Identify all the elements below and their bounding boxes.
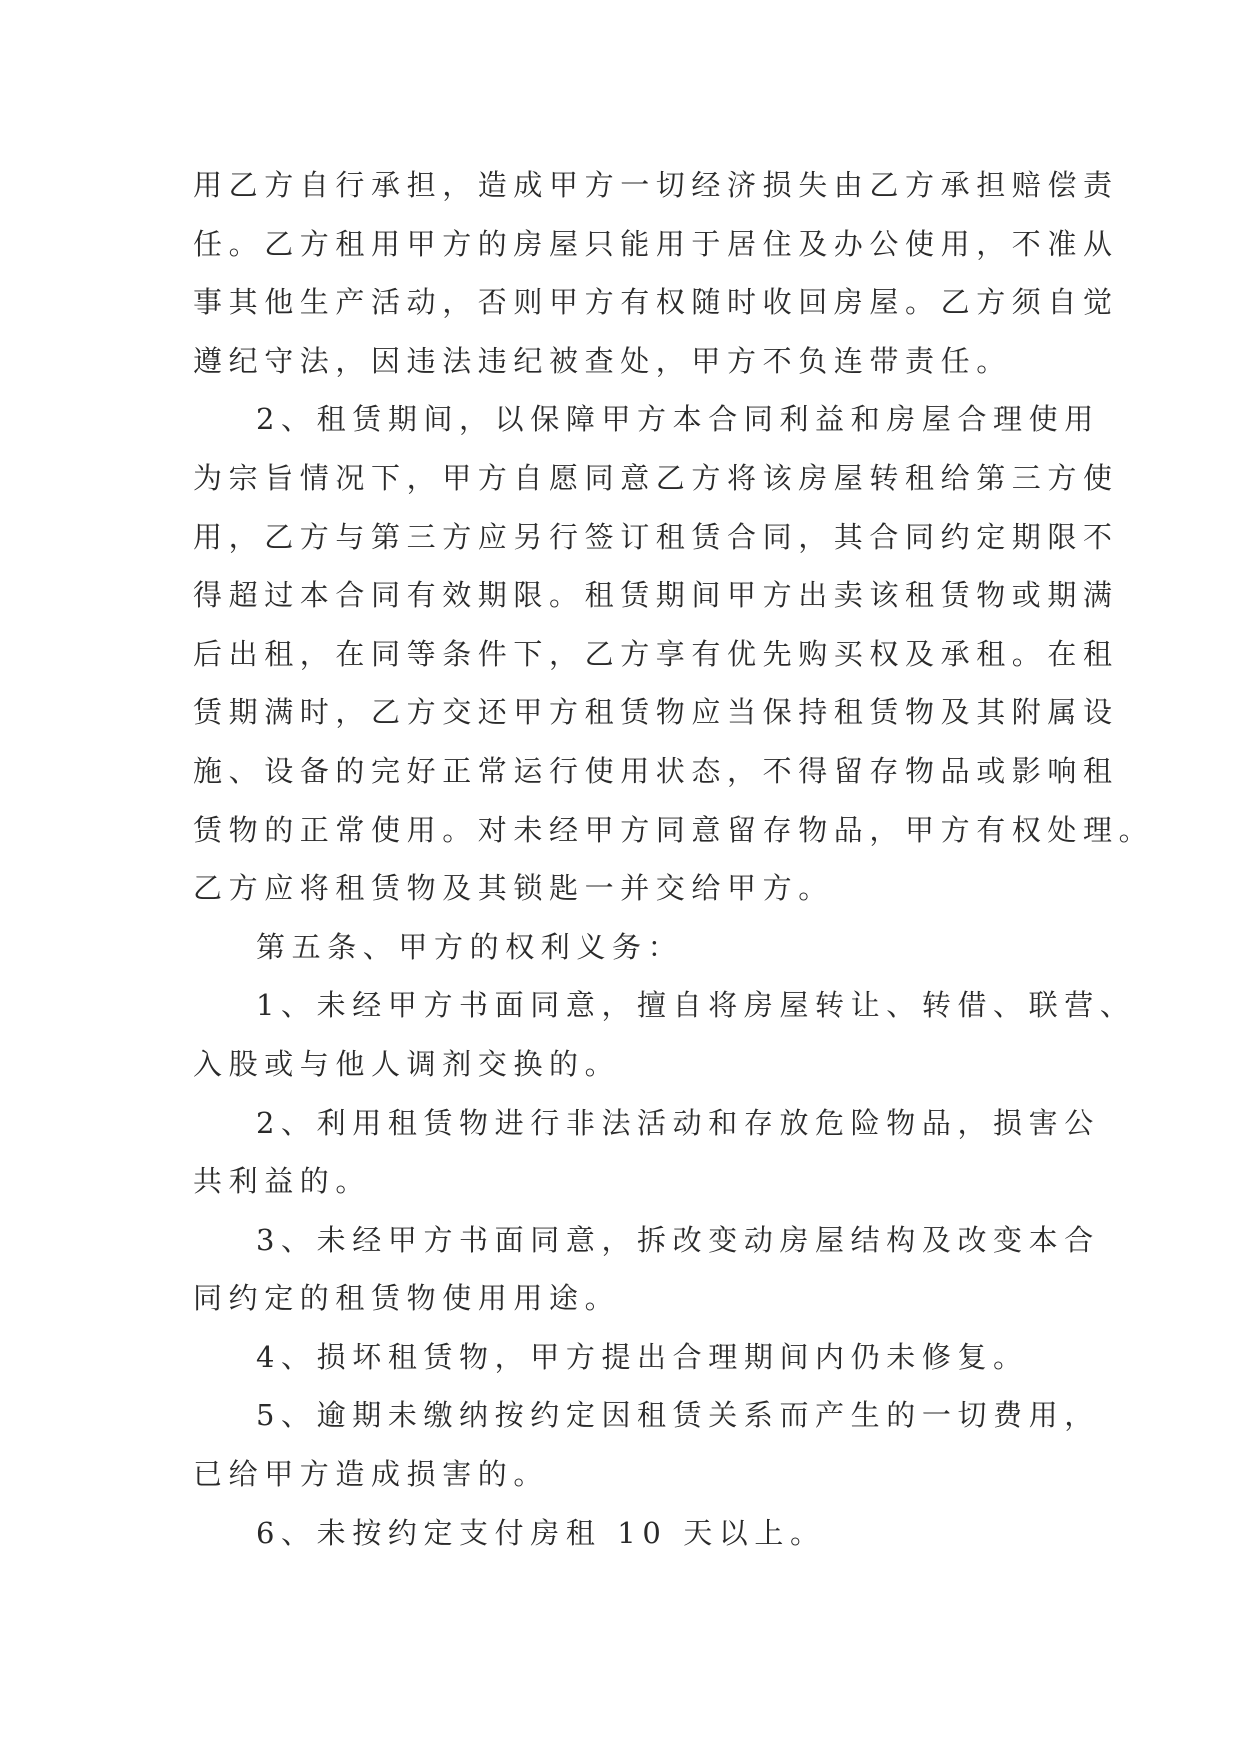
text-line: 2、利用租赁物进行非法活动和存放危险物品，损害公 (256, 1105, 1100, 1140)
paragraph-item-4 (193, 1328, 1073, 1387)
text-line: 3、未经甲方书面同意，拆改变动房屋结构及改变本合 (256, 1222, 1100, 1257)
text-line: 乙方应将租赁物及其锁匙一并交给甲方。 (193, 871, 834, 906)
paragraph-item-2 (193, 1094, 1100, 1211)
paragraph-continuation (193, 156, 1119, 390)
text-line: 任。乙方租用甲方的房屋只能用于居住及办公使用，不准从 (193, 226, 1119, 261)
paragraph-item-5 (193, 1386, 1100, 1503)
text-line: 已给甲方造成损害的。 (193, 1457, 550, 1492)
text-line: 事其他生产活动，否则甲方有权随时收回房屋。乙方须自觉 (193, 285, 1119, 320)
text-line: 4、损坏租赁物，甲方提出合理期间内仍未修复。 (256, 1339, 1029, 1374)
text-line: 得超过本合同有效期限。租赁期间甲方出卖该租赁物或期满 (193, 578, 1119, 613)
text-line: 用乙方自行承担，造成甲方一切经济损失由乙方承担赔偿责 (193, 168, 1119, 202)
text-line: 共利益的。 (193, 1164, 372, 1199)
paragraph-item-3 (193, 1211, 1100, 1328)
text-line: 遵纪守法，因违法违纪被查处，甲方不负连带责任。 (193, 343, 1012, 378)
section-heading-article-5 (193, 918, 1073, 977)
text-line: 后出租，在同等条件下，乙方享有优先购买权及承租。在租 (193, 636, 1119, 671)
text-line: 用，乙方与第三方应另行签订租赁合同，其合同约定期限不 (193, 519, 1119, 554)
text-line: 同约定的租赁物使用用途。 (193, 1281, 621, 1316)
paragraph-item-6 (193, 1504, 1073, 1563)
text-line: 6、未按约定支付房租 10 天以上。 (256, 1515, 826, 1550)
text-line: 赁期满时，乙方交还甲方租赁物应当保持租赁物及其附属设 (193, 695, 1119, 730)
text-line: 第五条、甲方的权利义务： (256, 929, 684, 964)
text-line: 入股或与他人调剂交换的。 (193, 1046, 621, 1081)
paragraph-item-2-sublease (193, 390, 1155, 917)
text-line: 赁物的正常使用。对未经甲方同意留存物品，甲方有权处理。 (193, 812, 1155, 847)
text-line: 为宗旨情况下，甲方自愿同意乙方将该房屋转租给第三方使 (193, 460, 1119, 495)
paragraph-item-1 (193, 976, 1136, 1093)
text-line: 5、逾期未缴纳按约定因租赁关系而产生的一切费用， (256, 1398, 1100, 1433)
text-line: 1、未经甲方书面同意，擅自将房屋转让、转借、联营、 (256, 988, 1136, 1023)
body-text (193, 156, 1155, 1562)
text-line: 施、设备的完好正常运行使用状态，不得留存物品或影响租 (193, 753, 1119, 788)
text-line: 2、租赁期间，以保障甲方本合同利益和房屋合理使用 (256, 402, 1100, 437)
